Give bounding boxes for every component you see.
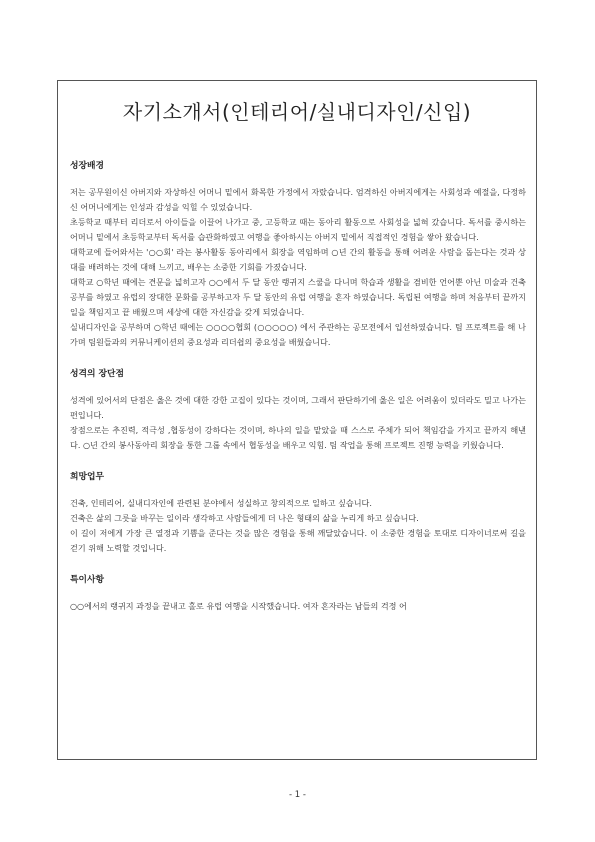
page-title: 자기소개서(인테리어/실내디자인/신입)	[122, 100, 472, 124]
paragraph: 초등학교 때부터 리더로서 아이들을 이끌어 나가고 중, 고등학교 때는 동아리 활동으로 사회성을 넓혀 갔습니다. 독서를 중시하는 어머니 밑에서 초등학교부터 독서를 습관화하였고 여행을 좋아하시는 아버지 밑에서 직접적인 경험을 쌓아 왔습니다.	[70, 217, 526, 242]
document-body	[70, 158, 526, 630]
paragraph: 대학교 ○학년 때에는 견문을 넓히고자 ○○에서 두 달 동안 랭귀지 스쿨을 다니며 학습과 생활을 겸비한 언어뿐 아닌 미술과 건축 공부를 하였고 유럽의 장대한 문화를 공부하고자 두 달 동안의 유럽 여행을 혼자 하였습니다. 독립된 여행을 하며 처음부터 끝까지 일을 책임지고 끝 배웠으며 세상에 대한 자신감을 갖게 되었습니다.	[70, 277, 526, 317]
section-heading: 특이사항	[70, 575, 104, 585]
section-strengths-weaknesses	[70, 366, 526, 453]
paragraph: 대학교에 들어와서는 '○○회' 라는 봉사활동 동아리에서 회장을 역임하며 ○년 간의 활동을 통해 어려운 사람을 돕는다는 것과 상대를 배려하는 것에 대해 느끼고, 배우는 소중한 기회를 가졌습니다.	[70, 247, 526, 272]
section-special-notes	[70, 572, 526, 614]
paragraph: ○○에서의 랭귀지 과정을 끝내고 홀로 유럽 여행을 시작했습니다. 여자 혼자라는 남들의 걱정 어	[70, 601, 407, 611]
paragraph: 장점으로는 추진력, 적극성 ,협동성이 강하다는 것이며, 하나의 일을 맡았을 때 스스로 주체가 되어 책임감을 가지고 끝까지 해낸다. ○년 간의 봉사동아리 회장을 통한 그룹 속에서 협동성을 배우고 익힘. 팀 작업을 통해 프로젝트 진행 능력을 키웠습니다.	[70, 425, 526, 450]
paragraph: 건축은 삶의 그릇을 바꾸는 일이라 생각하고 사람들에게 더 나은 형태의 삶을 누리게 하고 싶습니다.	[70, 513, 419, 523]
section-growth-background	[70, 158, 526, 350]
section-heading: 희망업무	[70, 472, 104, 482]
section-heading: 성장배경	[70, 161, 104, 171]
paragraph: 이 길이 저에게 가장 큰 열정과 기쁨을 준다는 것을 많은 경험을 통해 깨달았습니다. 이 소중한 경험을 토대로 디자이너로써 길을 걷기 위해 노력할 것입니다.	[70, 528, 526, 553]
paragraph: 성격에 있어서의 단점은 옳은 것에 대한 강한 고집이 있다는 것이며, 그래서 판단하기에 옳은 일은 어려움이 있더라도 밀고 나가는 편입니다.	[70, 395, 526, 420]
section-desired-work	[70, 469, 526, 556]
page-number: - 1 -	[289, 790, 306, 800]
paragraph: 실내디자인을 공부하며 ○학년 때에는 ○○○○협회 (○○○○○) 에서 주관하는 공모전에서 입선하였습니다. 팀 프로젝트를 해 나가며 팀원들과의 커뮤니케이션의 중요성과 리더쉽의 중요성을 배웠습니다.	[70, 322, 526, 347]
section-heading: 성격의 장단점	[70, 369, 125, 379]
paragraph: 저는 공무원이신 아버지와 자상하신 어머니 밑에서 화목한 가정에서 자랐습니다. 엄격하신 아버지에게는 사회성과 예절을, 다정하신 어머니에게는 인성과 감성을 익힐 수 있었습니다.	[70, 187, 526, 212]
paragraph: 건축, 인테리어, 실내디자인에 관련된 분야에서 성실하고 창의적으로 일하고 싶습니다.	[70, 498, 372, 508]
